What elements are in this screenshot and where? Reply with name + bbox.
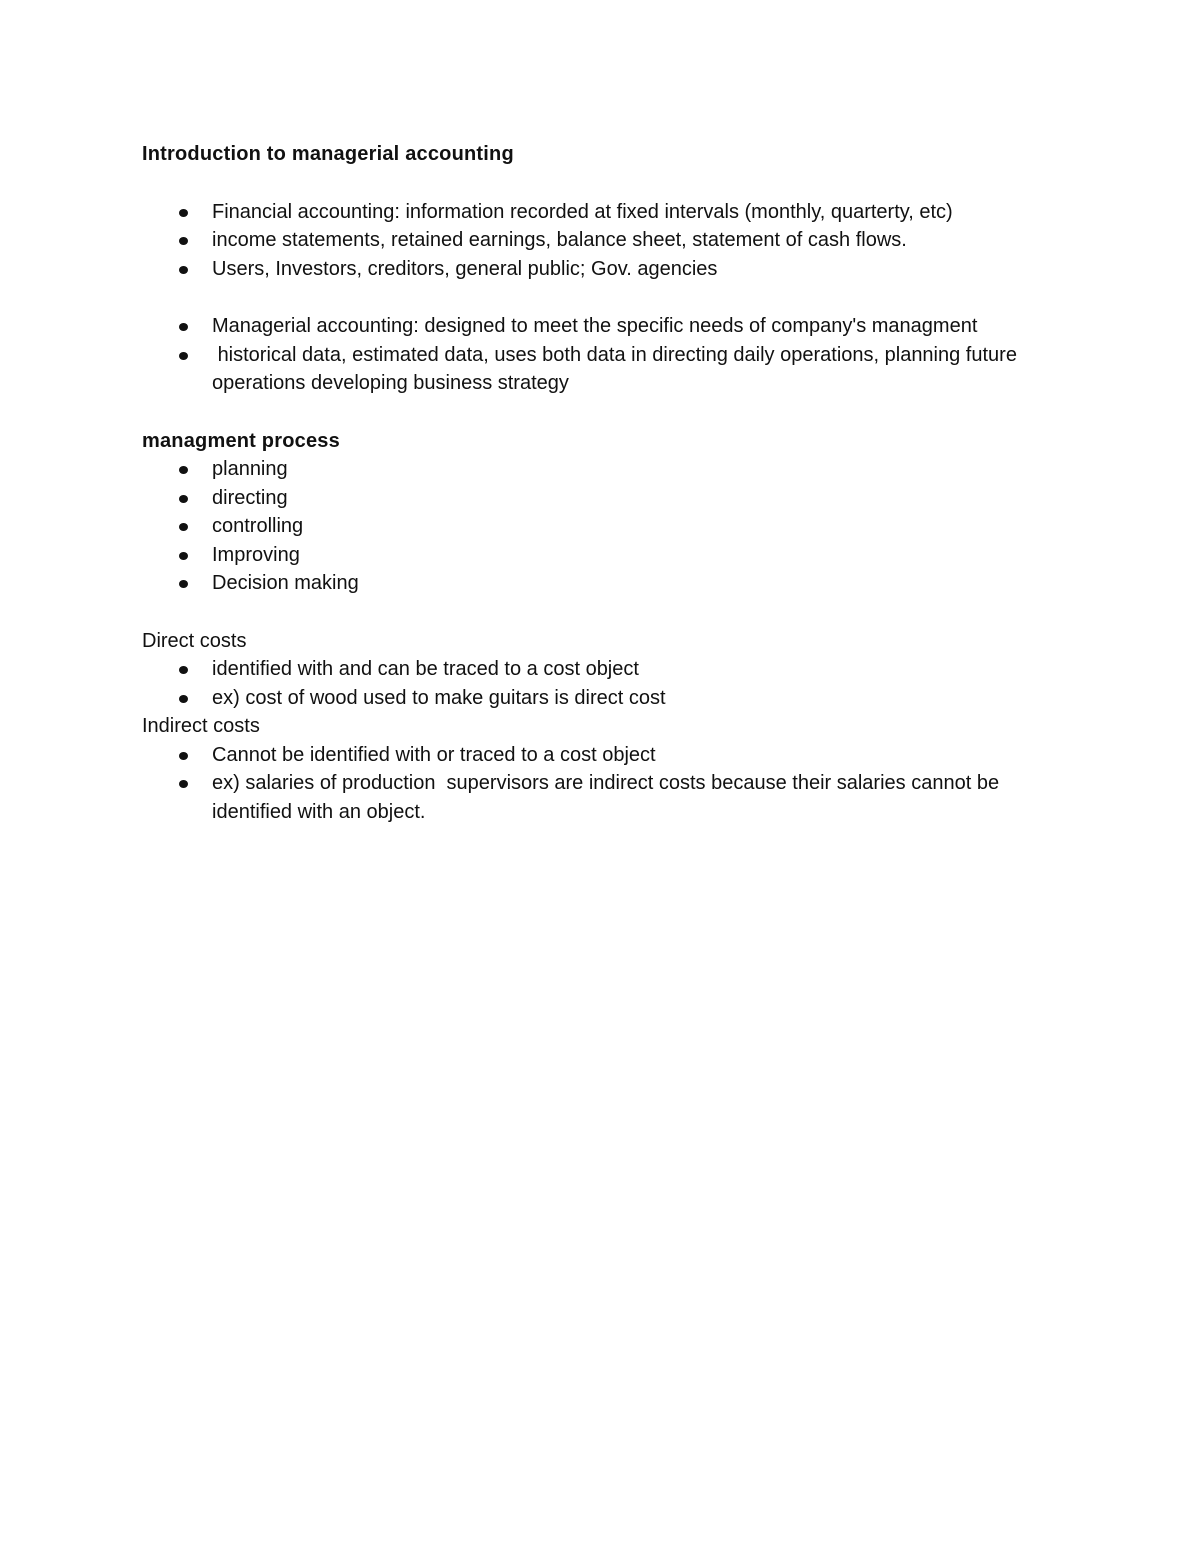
financial-accounting-list [142, 198, 1062, 284]
section-heading-indirect-costs: Indirect costs [142, 715, 260, 737]
section-heading-direct-costs: Direct costs [142, 629, 247, 652]
list-item: Managerial accounting: designed to meet the specific needs of company's managment [212, 312, 1062, 341]
spacer [142, 598, 1062, 627]
list-item: planning [212, 455, 1062, 484]
list-item: controlling [212, 512, 1062, 541]
section-heading-managment-process: managment process [142, 429, 340, 452]
list-item: Financial accounting: information recorded at fixed intervals (monthly, quarterty, etc) [212, 198, 1062, 227]
list-item: directing [212, 484, 1062, 513]
direct-costs-list [142, 655, 1062, 712]
list-item: identified with and can be traced to a cost object [212, 655, 1062, 684]
list-item: Users, Investors, creditors, general public; Gov. agencies [212, 255, 1062, 284]
list-item: income statements, retained earnings, balance sheet, statement of cash flows. [212, 226, 1062, 255]
list-item: Cannot be identified with or traced to a cost object [212, 741, 1062, 770]
list-item: ex) salaries of production supervisors are indirect costs because their salaries cannot be identified with an object. [212, 769, 1062, 826]
spacer [142, 169, 1062, 198]
spacer [142, 283, 1062, 312]
spacer [142, 398, 1062, 427]
managerial-accounting-list [142, 312, 1062, 398]
indirect-costs-list [142, 741, 1062, 827]
list-item: ex) cost of wood used to make guitars is direct cost [212, 684, 1062, 713]
list-item: Improving [212, 541, 1062, 570]
list-item: Decision making [212, 569, 1062, 598]
list-item: historical data, estimated data, uses both data in directing daily operations, planning future operations developing business strategy [212, 341, 1062, 398]
managment-process-list [142, 455, 1062, 598]
section-heading-intro: Introduction to managerial accounting [142, 143, 514, 165]
document-body [142, 140, 1062, 826]
